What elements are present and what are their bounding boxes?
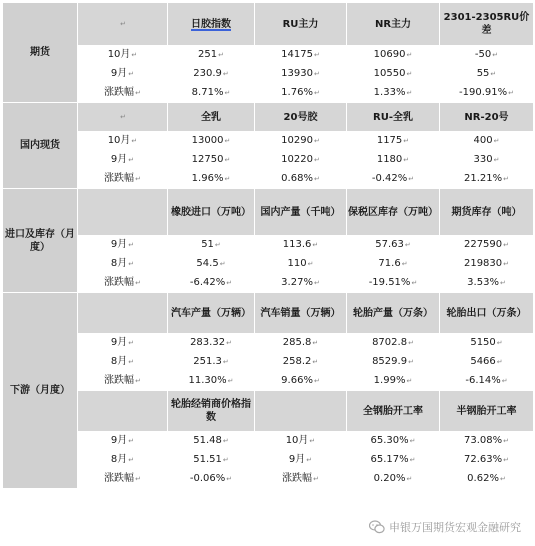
table-cell: 330↵ [440,151,534,170]
row-label: 9月↵ [78,65,168,84]
table-cell: 13930↵ [255,65,347,84]
header-semi-steel-tire-operating-rate: 半钢胎开工率 [440,391,534,432]
table-cell: 0.68%↵ [255,170,347,189]
table-cell: 涨跌幅↵ [255,470,347,489]
header-nikkei-rubber-index: 日胶指数 [168,3,255,46]
table-cell: 400↵ [440,132,534,151]
table-cell: 1.99%↵ [347,372,440,391]
table-cell: 1.76%↵ [255,84,347,103]
table-cell: -190.91%↵ [440,84,534,103]
header-nr-minus-no20: NR-20号 [440,103,534,132]
section-domestic-spot: 国内现货 [3,103,78,189]
table-cell: -6.14%↵ [440,372,534,391]
row-label: 8月↵ [78,451,168,470]
table-cell: 11.30%↵ [168,372,255,391]
watermark [369,519,521,535]
wechat-icon [369,520,385,534]
table-cell: 0.62%↵ [440,470,534,489]
row-label: 涨跌幅↵ [78,170,168,189]
table-cell: 251.3↵ [168,353,255,372]
header-no20-rubber: 20号胶 [255,103,347,132]
header-rubber-imports: 橡胶进口（万吨） [168,189,255,236]
header-label-empty [78,293,168,334]
table-cell: 8.71%↵ [168,84,255,103]
table-cell: 5466↵ [440,353,534,372]
row-label: 9月↵ [78,334,168,353]
table-cell: 3.53%↵ [440,274,534,293]
table-cell: 65.17%↵ [347,451,440,470]
header-domestic-output: 国内产量（千吨） [255,189,347,236]
table-cell: 21.21%↵ [440,170,534,189]
table-cell: 113.6↵ [255,236,347,255]
table-cell: 285.8↵ [255,334,347,353]
row-label: 10月↵ [78,132,168,151]
table-cell: 227590↵ [440,236,534,255]
table-cell: 230.9↵ [168,65,255,84]
table-cell: 10月↵ [255,432,347,451]
rubber-data-table [2,2,534,489]
header-label-empty [78,391,168,432]
header-futures-inventory: 期货库存（吨） [440,189,534,236]
table-cell: 1180↵ [347,151,440,170]
row-label: 8月↵ [78,255,168,274]
table-cell: 71.6↵ [347,255,440,274]
row-label: 8月↵ [78,353,168,372]
table-cell: -50↵ [440,46,534,65]
row-label: 涨跌幅↵ [78,372,168,391]
header-label-empty [78,189,168,236]
table-cell: 51.48↵ [168,432,255,451]
table-cell: 110↵ [255,255,347,274]
table-cell: 54.5↵ [168,255,255,274]
table-cell: 51.51↵ [168,451,255,470]
row-label: 涨跌幅↵ [78,470,168,489]
header-ru-minus-milk: RU-全乳 [347,103,440,132]
table-cell: 73.08%↵ [440,432,534,451]
table-cell: -6.42%↵ [168,274,255,293]
table-cell: 1.96%↵ [168,170,255,189]
table-cell: 283.32↵ [168,334,255,353]
row-label: 涨跌幅↵ [78,84,168,103]
section-imports-inventory: 进口及库存（月度） [3,189,78,293]
row-label: 10月↵ [78,46,168,65]
header-ru-main: RU主力 [255,3,347,46]
table-cell: -19.51%↵ [347,274,440,293]
table-cell: 14175↵ [255,46,347,65]
table-cell: 5150↵ [440,334,534,353]
table-cell: 9.66%↵ [255,372,347,391]
row-label: 9月↵ [78,151,168,170]
table-cell: 0.20%↵ [347,470,440,489]
table-cell: 10290↵ [255,132,347,151]
row-label: 涨跌幅↵ [78,274,168,293]
header-whole-milk: 全乳 [168,103,255,132]
table-cell: 57.63↵ [347,236,440,255]
watermark-text: 申银万国期货宏观金融研究 [389,521,521,534]
table-cell: 10220↵ [255,151,347,170]
header-label-empty: ↵ [78,103,168,132]
table-cell: 8529.9↵ [347,353,440,372]
row-label: 9月↵ [78,432,168,451]
table-cell: 72.63%↵ [440,451,534,470]
table-cell: 1175↵ [347,132,440,151]
header-ru-spread: 2301-2305RU价差 [440,3,534,46]
table-cell: 251↵ [168,46,255,65]
row-label: 9月↵ [78,236,168,255]
table-cell: 55↵ [440,65,534,84]
header-empty [255,391,347,432]
table-cell: -0.42%↵ [347,170,440,189]
table-cell: 65.30%↵ [347,432,440,451]
table-cell: 10690↵ [347,46,440,65]
table-cell: 12750↵ [168,151,255,170]
table-cell: 219830↵ [440,255,534,274]
header-all-steel-tire-operating-rate: 全钢胎开工率 [347,391,440,432]
header-tire-production: 轮胎产量（万条） [347,293,440,334]
table-cell: 9月↵ [255,451,347,470]
table-cell: 8702.8↵ [347,334,440,353]
header-bonded-inventory: 保税区库存（万吨） [347,189,440,236]
header-tire-exports: 轮胎出口（万条） [440,293,534,334]
section-downstream: 下游（月度） [3,293,78,489]
header-auto-sales: 汽车销量（万辆） [255,293,347,334]
table-cell: 10550↵ [347,65,440,84]
header-label-empty: ↵ [78,3,168,46]
table-cell: -0.06%↵ [168,470,255,489]
table-cell: 1.33%↵ [347,84,440,103]
section-futures: 期货 [3,3,78,103]
header-tire-dealer-price-index: 轮胎经销商价格指数 [168,391,255,432]
table-cell: 51↵ [168,236,255,255]
table-cell: 258.2↵ [255,353,347,372]
table-cell: 3.27%↵ [255,274,347,293]
header-nr-main: NR主力 [347,3,440,46]
header-auto-production: 汽车产量（万辆） [168,293,255,334]
table-cell: 13000↵ [168,132,255,151]
